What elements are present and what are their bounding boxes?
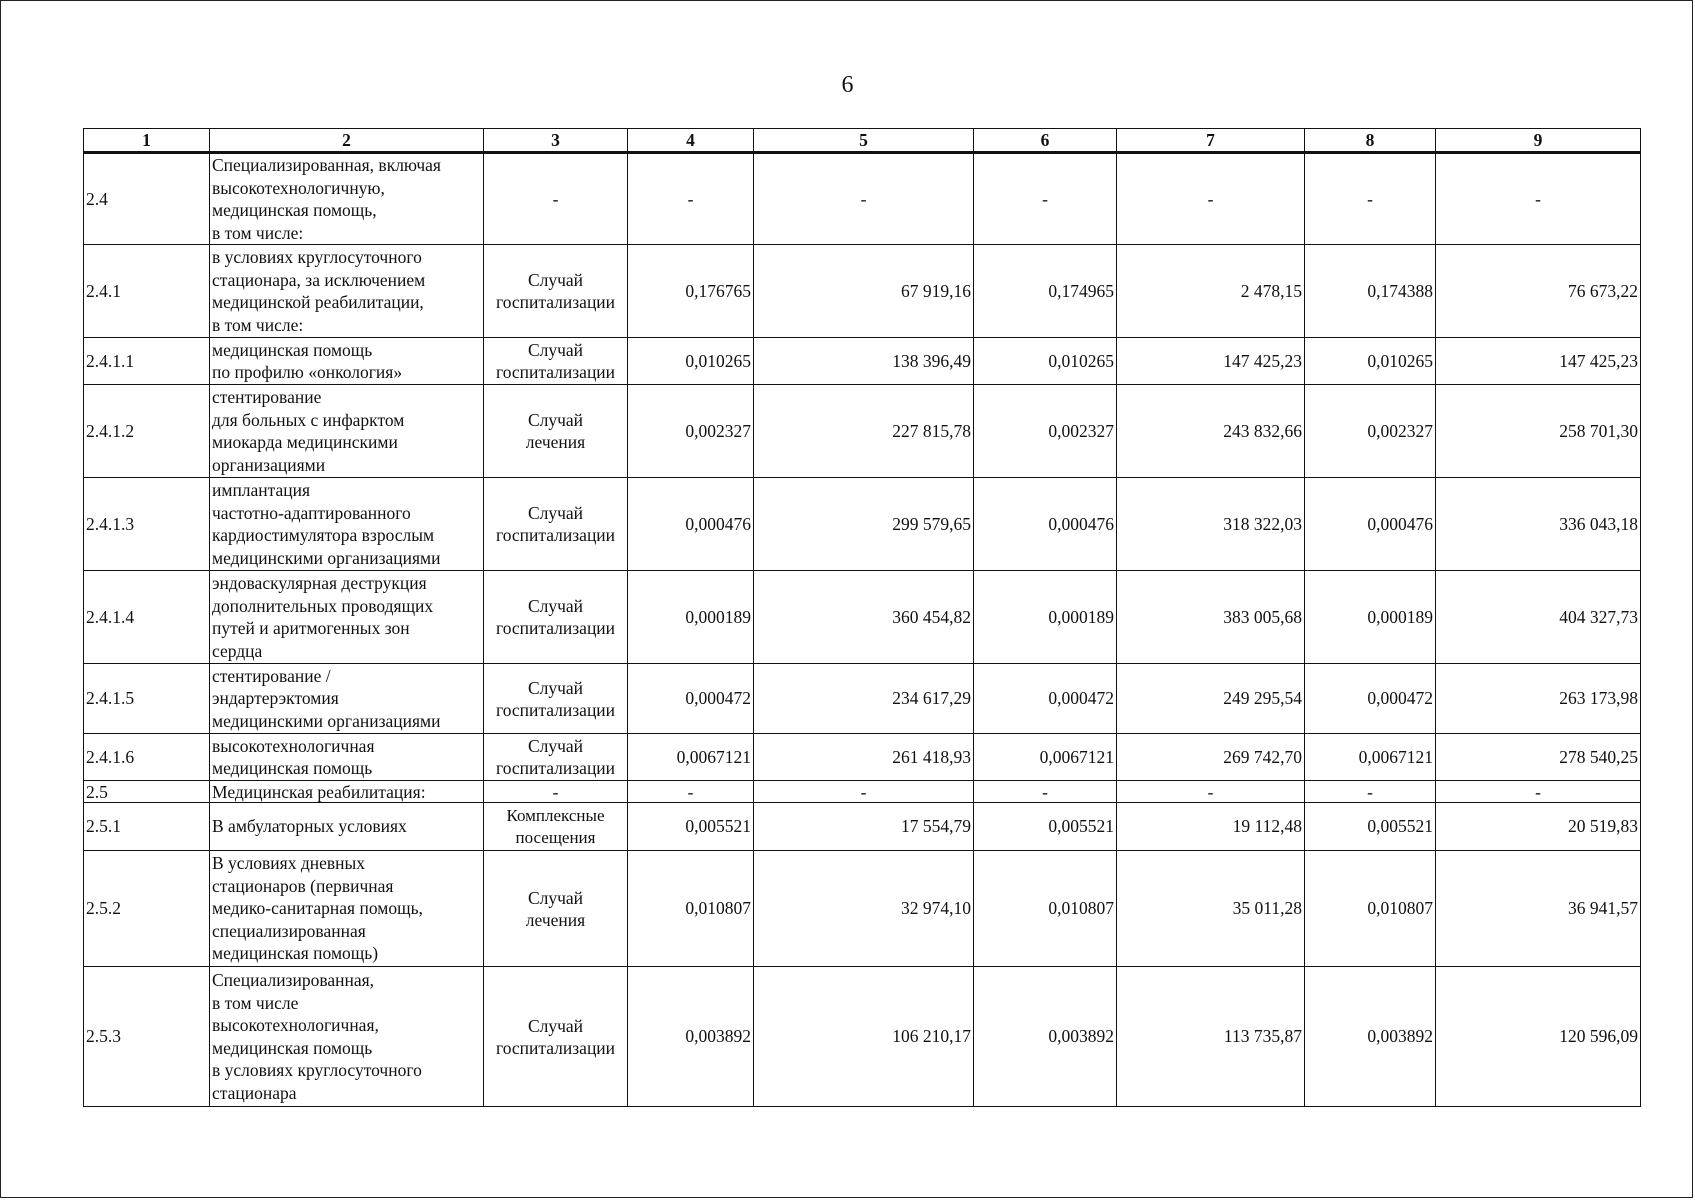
row-unit: Случай госпитализации — [484, 338, 628, 385]
row-value: 227 815,78 — [754, 385, 974, 478]
row-value: - — [1117, 781, 1305, 803]
row-code: 2.4.1.4 — [84, 571, 210, 664]
table-row — [84, 803, 1641, 851]
row-value: 0,0067121 — [974, 734, 1117, 781]
row-value: - — [1305, 781, 1436, 803]
row-code: 2.4.1.2 — [84, 385, 210, 478]
row-value: 0,000476 — [974, 478, 1117, 571]
row-value: 0,005521 — [628, 803, 754, 851]
row-value: 35 011,28 — [1117, 851, 1305, 967]
column-header: 1 — [84, 129, 210, 153]
column-header: 2 — [210, 129, 484, 153]
row-unit: Случай госпитализации — [484, 478, 628, 571]
row-unit: Случай лечения — [484, 385, 628, 478]
row-value: - — [974, 153, 1117, 245]
table-row — [84, 734, 1641, 781]
row-value: 113 735,87 — [1117, 967, 1305, 1107]
row-value: 278 540,25 — [1436, 734, 1641, 781]
row-code: 2.4.1.1 — [84, 338, 210, 385]
row-value: - — [628, 781, 754, 803]
row-value: 0,000189 — [628, 571, 754, 664]
row-unit: - — [484, 781, 628, 803]
row-unit: - — [484, 153, 628, 245]
row-value: 0,010807 — [974, 851, 1117, 967]
row-code: 2.4 — [84, 153, 210, 245]
row-value: 258 701,30 — [1436, 385, 1641, 478]
row-value: 0,003892 — [974, 967, 1117, 1107]
row-value: - — [1305, 153, 1436, 245]
row-value: 106 210,17 — [754, 967, 974, 1107]
row-name: высокотехнологичная медицинская помощь — [210, 734, 484, 781]
page-number: 6 — [841, 72, 854, 98]
row-value: 0,174965 — [974, 245, 1117, 338]
row-value: 32 974,10 — [754, 851, 974, 967]
column-header: 5 — [754, 129, 974, 153]
row-value: - — [1436, 153, 1641, 245]
row-name: В амбулаторных условиях — [210, 803, 484, 851]
row-value: 17 554,79 — [754, 803, 974, 851]
row-value: 0,010807 — [1305, 851, 1436, 967]
row-value: 147 425,23 — [1117, 338, 1305, 385]
table-row — [84, 664, 1641, 734]
row-value: 0,010265 — [628, 338, 754, 385]
row-value: 299 579,65 — [754, 478, 974, 571]
row-unit: Случай госпитализации — [484, 571, 628, 664]
table-row — [84, 967, 1641, 1107]
table-row — [84, 478, 1641, 571]
row-value: 0,000189 — [1305, 571, 1436, 664]
row-value: 318 322,03 — [1117, 478, 1305, 571]
row-name: стентирование / эндартерэктомия медицинскими организациями — [210, 664, 484, 734]
row-value: 0,010265 — [1305, 338, 1436, 385]
table-row — [84, 338, 1641, 385]
row-value: 147 425,23 — [1436, 338, 1641, 385]
row-value: - — [754, 153, 974, 245]
row-value: 0,176765 — [628, 245, 754, 338]
row-value: 0,0067121 — [1305, 734, 1436, 781]
row-value: 0,002327 — [974, 385, 1117, 478]
row-value: - — [974, 781, 1117, 803]
row-value: 76 673,22 — [1436, 245, 1641, 338]
row-value: 0,003892 — [628, 967, 754, 1107]
row-value: 249 295,54 — [1117, 664, 1305, 734]
row-name: Специализированная, в том числе высокотехнологичная, медицинская помощь в условиях круглосуточного стационара — [210, 967, 484, 1107]
row-unit: Случай госпитализации — [484, 967, 628, 1107]
column-header: 6 — [974, 129, 1117, 153]
row-value: 263 173,98 — [1436, 664, 1641, 734]
row-code: 2.5 — [84, 781, 210, 803]
row-value: 120 596,09 — [1436, 967, 1641, 1107]
row-name: стентирование для больных с инфарктом миокарда медицинскими организациями — [210, 385, 484, 478]
row-code: 2.5.1 — [84, 803, 210, 851]
row-name: в условиях круглосуточного стационара, за исключением медицинской реабилитации, в том числе: — [210, 245, 484, 338]
row-value: 0,005521 — [974, 803, 1117, 851]
row-code: 2.5.2 — [84, 851, 210, 967]
column-header: 4 — [628, 129, 754, 153]
table-row — [84, 571, 1641, 664]
row-value: - — [628, 153, 754, 245]
row-value: 336 043,18 — [1436, 478, 1641, 571]
row-name: медицинская помощь по профилю «онкология» — [210, 338, 484, 385]
row-value: 138 396,49 — [754, 338, 974, 385]
column-header: 7 — [1117, 129, 1305, 153]
row-value: 0,003892 — [1305, 967, 1436, 1107]
row-name: эндоваскулярная деструкция дополнительных проводящих путей и аритмогенных зон сердца — [210, 571, 484, 664]
row-value: 0,002327 — [1305, 385, 1436, 478]
row-value: 67 919,16 — [754, 245, 974, 338]
row-value: 383 005,68 — [1117, 571, 1305, 664]
row-value: 0,000476 — [628, 478, 754, 571]
column-header: 8 — [1305, 129, 1436, 153]
row-value: 36 941,57 — [1436, 851, 1641, 967]
row-value: 269 742,70 — [1117, 734, 1305, 781]
row-code: 2.4.1 — [84, 245, 210, 338]
row-unit: Случай госпитализации — [484, 245, 628, 338]
row-value: 2 478,15 — [1117, 245, 1305, 338]
row-value: - — [1436, 781, 1641, 803]
table-row — [84, 781, 1641, 803]
row-value: 234 617,29 — [754, 664, 974, 734]
column-header: 9 — [1436, 129, 1641, 153]
row-value: 0,005521 — [1305, 803, 1436, 851]
row-value: 0,010265 — [974, 338, 1117, 385]
row-value: 0,0067121 — [628, 734, 754, 781]
row-value: 0,010807 — [628, 851, 754, 967]
header-row — [84, 129, 1641, 153]
row-code: 2.4.1.3 — [84, 478, 210, 571]
row-unit: Комплексные посещения — [484, 803, 628, 851]
row-code: 2.4.1.5 — [84, 664, 210, 734]
table-row — [84, 851, 1641, 967]
row-value: 0,000472 — [628, 664, 754, 734]
row-name: Медицинская реабилитация: — [210, 781, 484, 803]
row-value: 19 112,48 — [1117, 803, 1305, 851]
row-value: 0,000476 — [1305, 478, 1436, 571]
row-value: 20 519,83 — [1436, 803, 1641, 851]
row-name: В условиях дневных стационаров (первичная медико-санитарная помощь, специализированная медицинская помощь) — [210, 851, 484, 967]
row-value: 0,174388 — [1305, 245, 1436, 338]
row-value: 243 832,66 — [1117, 385, 1305, 478]
row-value: 360 454,82 — [754, 571, 974, 664]
row-value: - — [754, 781, 974, 803]
row-name: имплантация частотно-адаптированного кардиостимулятора взрослым медицинскими организациями — [210, 478, 484, 571]
row-unit: Случай госпитализации — [484, 734, 628, 781]
table-row — [84, 245, 1641, 338]
row-code: 2.4.1.6 — [84, 734, 210, 781]
row-value: 0,000472 — [974, 664, 1117, 734]
row-code: 2.5.3 — [84, 967, 210, 1107]
table-row — [84, 385, 1641, 478]
column-header: 3 — [484, 129, 628, 153]
row-unit: Случай госпитализации — [484, 664, 628, 734]
row-value: 0,002327 — [628, 385, 754, 478]
row-unit: Случай лечения — [484, 851, 628, 967]
row-value: 404 327,73 — [1436, 571, 1641, 664]
row-value: 0,000472 — [1305, 664, 1436, 734]
data-table — [83, 128, 1641, 1107]
row-value: 261 418,93 — [754, 734, 974, 781]
row-value: 0,000189 — [974, 571, 1117, 664]
row-name: Специализированная, включая высокотехнологичную, медицинская помощь, в том числе: — [210, 153, 484, 245]
row-value: - — [1117, 153, 1305, 245]
table-row — [84, 153, 1641, 245]
